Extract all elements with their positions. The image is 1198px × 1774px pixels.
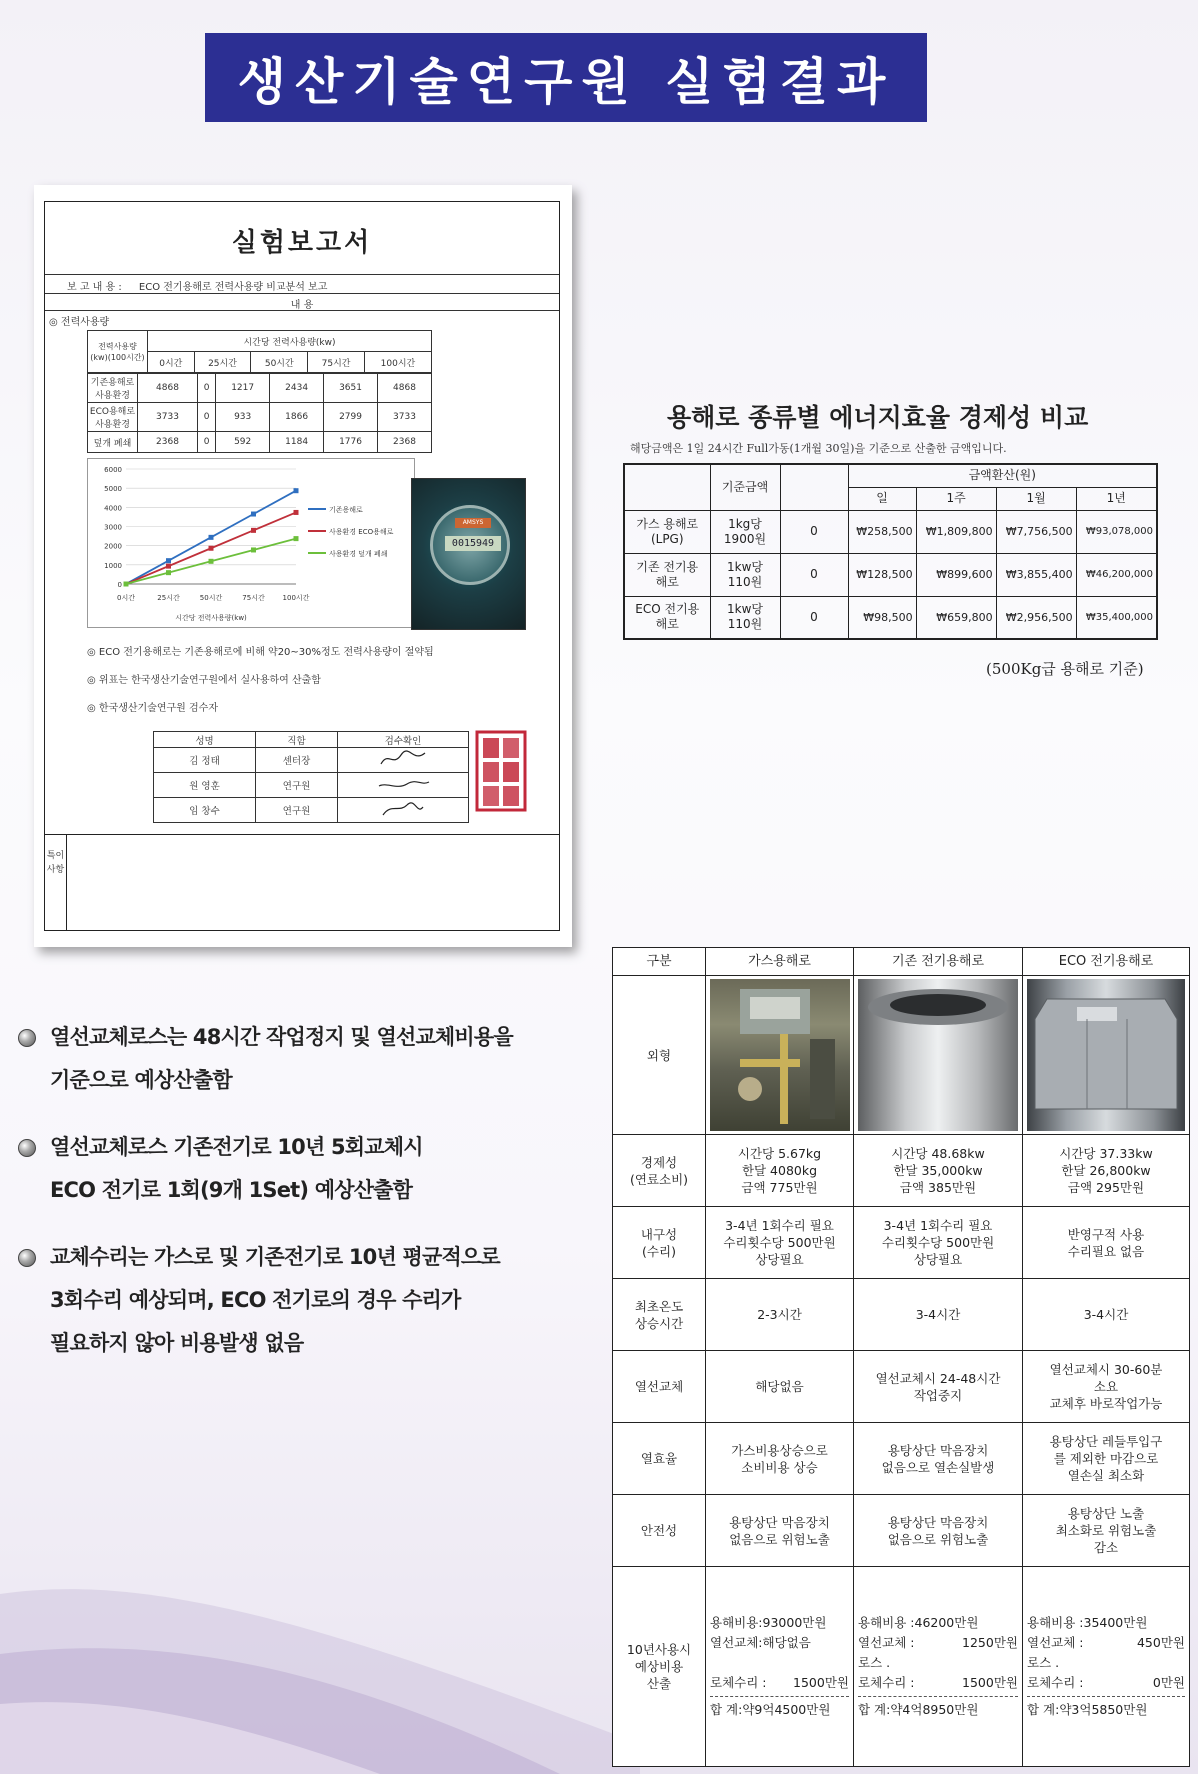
report-content-label: 내 용 xyxy=(290,300,314,311)
cell: 용탕상단 막음장치 없음으로 위험노출 xyxy=(854,1495,1023,1567)
conventional-furnace-photo xyxy=(854,976,1023,1135)
hour-header: 75시간 xyxy=(308,352,365,373)
meter-face xyxy=(430,505,510,585)
cell: 용탕상단 노출 최소화로 위험노출 감소 xyxy=(1023,1495,1190,1567)
legend-label: 사용환경 ECO용해로 xyxy=(329,528,394,536)
cell: 1866 xyxy=(270,403,324,432)
row-base: 1kw당 110원 xyxy=(710,553,780,596)
compare-note: 해당금액은 1일 24시간 Full가동(1개월 30일)을 기준으로 산출한 금액입니다. xyxy=(630,442,1007,455)
x-tick-label: 0시간 xyxy=(117,594,135,602)
cost-loss xyxy=(710,1653,849,1673)
background-wave xyxy=(0,1444,640,1774)
cell: ₩7,756,500 xyxy=(996,510,1076,553)
report-subject-row xyxy=(67,278,559,293)
bullet-icon xyxy=(18,1249,36,1267)
row-label: 외형 xyxy=(613,976,706,1135)
report-subject-label: 보 고 내 용 : xyxy=(67,282,122,293)
cell: 2-3시간 xyxy=(706,1279,854,1351)
data-point xyxy=(166,564,171,569)
power-chart xyxy=(87,458,415,628)
row-base: 1kg당 1900원 xyxy=(710,510,780,553)
data-point xyxy=(124,582,129,587)
compare-basis: (500Kg급 용해로 기준) xyxy=(986,660,1144,678)
cell: 933 xyxy=(216,403,270,432)
cost-wire: 열선교체 : xyxy=(858,1635,915,1650)
table-row xyxy=(613,1423,1190,1495)
report-section: ◎ 전력사용량 xyxy=(49,317,110,328)
cell: 열선교체시 24-48시간 작업중지 xyxy=(854,1351,1023,1423)
x-tick-label: 100시간 xyxy=(282,594,310,602)
feature-header: 가스용해로 xyxy=(706,948,854,976)
cell: 1217 xyxy=(216,374,270,403)
power-chart-svg xyxy=(88,459,414,627)
row-label: 덮개 폐쇄 xyxy=(88,432,138,453)
cell: 3651 xyxy=(324,374,378,403)
row-total: 4868 xyxy=(138,374,198,403)
row-label: 내구성 (수리) xyxy=(613,1207,706,1279)
cell: 해당없음 xyxy=(706,1351,854,1423)
period-header: 1년 xyxy=(1076,487,1157,510)
cell: ₩46,200,000 xyxy=(1076,553,1157,596)
legend-label: 기존용해로 xyxy=(329,506,363,514)
cell: 0 xyxy=(198,374,216,403)
cell: 592 xyxy=(216,432,270,453)
row-label: 열선교체 xyxy=(613,1351,706,1423)
cell: ₩899,600 xyxy=(916,553,996,596)
bullet-list xyxy=(14,1016,614,1389)
cell: ₩2,956,500 xyxy=(996,596,1076,639)
row-label: 안전성 xyxy=(613,1495,706,1567)
power-table-body xyxy=(87,373,432,453)
legend-label: 사용환경 덮개 폐쇄 xyxy=(329,550,388,558)
feature-table xyxy=(612,947,1190,1767)
row-label: 열효율 xyxy=(613,1423,706,1495)
cost-repair-label: 로체수리 : xyxy=(1027,1675,1084,1690)
signer-header: 검수확인 xyxy=(338,732,469,748)
y-tick-label: 6000 xyxy=(104,466,122,474)
cell: ₩98,500 xyxy=(848,596,916,639)
row-label: ECO 전기용해로 xyxy=(624,596,710,639)
table-row xyxy=(613,1567,1190,1767)
signer-table xyxy=(153,731,469,823)
table-row xyxy=(88,374,432,403)
power-table xyxy=(87,330,432,373)
compare-head-conv: 금액환산(원) xyxy=(848,464,1157,487)
signer-name: 김 정태 xyxy=(154,748,256,773)
data-point xyxy=(251,512,256,517)
compare-table xyxy=(623,463,1158,640)
x-axis-label: 시간당 전력사용량(kw) xyxy=(175,614,247,622)
cell: 0 xyxy=(780,510,848,553)
row-label: 기존 전기용해로 xyxy=(624,553,710,596)
data-point xyxy=(209,559,214,564)
meter-display: 0015949 xyxy=(445,536,501,551)
signer-title: 센터장 xyxy=(256,748,338,773)
row-label: ECO용해로 사용환경 xyxy=(88,403,138,432)
table-row xyxy=(613,1495,1190,1567)
bullet-line: 필요하지 않아 비용발생 없음 xyxy=(50,1331,304,1355)
row-label: 10년사용시 예상비용 산출 xyxy=(613,1567,706,1767)
table-row xyxy=(154,748,469,773)
power-table-head-a: 전력사용량 (kw)(100시간) xyxy=(88,331,148,373)
y-tick-label: 3000 xyxy=(104,523,122,532)
report-frame xyxy=(44,201,560,931)
table-row xyxy=(613,976,1190,1135)
data-point xyxy=(294,536,299,541)
hour-header: 100시간 xyxy=(364,352,431,373)
data-point xyxy=(166,570,171,575)
signer-title: 연구원 xyxy=(256,798,338,823)
cell: 0 xyxy=(780,596,848,639)
table-row xyxy=(624,510,1157,553)
cell: ₩258,500 xyxy=(848,510,916,553)
cost-loss: 로스 . xyxy=(858,1655,891,1670)
table-row xyxy=(154,798,469,823)
hour-header: 0시간 xyxy=(148,352,195,373)
row-base: 1kw당 110원 xyxy=(710,596,780,639)
meter-brand: AMSYS xyxy=(455,518,491,528)
bullet-line: 열선교체로스는 48시간 작업정지 및 열선교체비용을 xyxy=(50,1025,513,1049)
gas-furnace-photo xyxy=(706,976,854,1135)
data-point xyxy=(294,488,299,493)
cell: 0 xyxy=(198,403,216,432)
cell: 3-4년 1회수리 필요 수리횟수당 500만원 상당필요 xyxy=(706,1207,854,1279)
row-label: 가스 용해로 (LPG) xyxy=(624,510,710,553)
cost-repair-value: 1500만원 xyxy=(793,1675,849,1690)
y-tick-label: 1000 xyxy=(104,561,122,570)
cost-wire-value: 1250만원 xyxy=(962,1635,1018,1650)
cell: 2434 xyxy=(270,374,324,403)
feature-header: 구분 xyxy=(613,948,706,976)
bullet-line: 열선교체로스 기존전기로 10년 5회교체시 xyxy=(50,1135,423,1159)
cell: 2799 xyxy=(324,403,378,432)
x-tick-label: 75시간 xyxy=(242,594,265,602)
y-tick-label: 0 xyxy=(117,581,122,589)
bullet-item xyxy=(14,1016,614,1102)
hour-header: 50시간 xyxy=(251,352,308,373)
cost-usage: 용해비용 :35400만원 xyxy=(1027,1615,1148,1630)
table-row xyxy=(88,403,432,432)
data-point xyxy=(166,558,171,563)
power-meter-photo xyxy=(411,478,526,630)
signer-name: 원 영훈 xyxy=(154,773,256,798)
bullet-line: ECO 전기로 1회(9개 1Set) 예상산출함 xyxy=(50,1178,413,1202)
cell: 시간당 5.67kg 한달 4080kg 금액 775만원 xyxy=(706,1135,854,1207)
data-point xyxy=(251,528,256,533)
eco-furnace-photo xyxy=(1023,976,1190,1135)
power-table-head-b: 시간당 전력사용량(kw) xyxy=(148,331,432,352)
bullet-line: 기준으로 예상산출함 xyxy=(50,1068,232,1092)
table-row xyxy=(154,773,469,798)
report-note: ◎ 위표는 한국생산기술연구원에서 실사용하여 산출함 xyxy=(87,675,321,686)
signature xyxy=(338,748,469,773)
page-title: 생산기술연구원 실험결과 xyxy=(205,33,927,122)
cell: 3-4시간 xyxy=(854,1279,1023,1351)
report-note: ◎ ECO 전기용해로는 기존용해로에 비해 약20~30%정도 전력사용량이 절약됨 xyxy=(87,647,434,658)
compare-title: 용해로 종류별 에너지효율 경제성 비교 xyxy=(667,403,1089,432)
data-point xyxy=(294,510,299,515)
table-row xyxy=(613,1279,1190,1351)
table-row xyxy=(88,432,432,453)
cost-usage: 용해비용 :46200만원 xyxy=(858,1615,979,1630)
cost-usage: 용해비용:93000만원 xyxy=(710,1615,827,1630)
cell: ₩1,809,800 xyxy=(916,510,996,553)
bullet-icon xyxy=(18,1139,36,1157)
data-point xyxy=(251,547,256,552)
cost-loss: 로스 . xyxy=(1027,1655,1060,1670)
table-row xyxy=(613,1351,1190,1423)
cell: 시간당 48.68kw 한달 35,000kw 금액 385만원 xyxy=(854,1135,1023,1207)
signer-header: 직함 xyxy=(256,732,338,748)
feature-header: 기존 전기용해로 xyxy=(854,948,1023,976)
cell: 1776 xyxy=(324,432,378,453)
period-header: 일 xyxy=(848,487,916,510)
feature-header: ECO 전기용해로 xyxy=(1023,948,1190,976)
bullet-item xyxy=(14,1236,614,1365)
official-seal xyxy=(475,730,527,812)
remarks-label: 특이사항 xyxy=(45,835,67,930)
cell: 4868 xyxy=(378,374,432,403)
cell: 시간당 37.33kw 한달 26,800kw 금액 295만원 xyxy=(1023,1135,1190,1207)
cost-repair-value: 0만원 xyxy=(1152,1675,1185,1690)
cell: ₩3,855,400 xyxy=(996,553,1076,596)
table-row xyxy=(613,1135,1190,1207)
cell: ₩93,078,000 xyxy=(1076,510,1157,553)
cost-total: 합 계:약4억8950만원 xyxy=(858,1702,979,1717)
cell: 3-4시간 xyxy=(1023,1279,1190,1351)
report-title: 실험보고서 xyxy=(231,228,373,258)
cell: 가스비용상승으로 소비비용 상승 xyxy=(706,1423,854,1495)
hour-header: 25시간 xyxy=(194,352,251,373)
y-tick-label: 2000 xyxy=(104,542,122,551)
cost-cell xyxy=(1023,1567,1190,1767)
signer-name: 임 창수 xyxy=(154,798,256,823)
cell: 용탕상단 막음장치 없음으로 열손실발생 xyxy=(854,1423,1023,1495)
cell: ₩128,500 xyxy=(848,553,916,596)
cell: 용탕상단 레들투입구 를 제외한 마감으로 열손실 최소화 xyxy=(1023,1423,1190,1495)
bullet-line: 교체수리는 가스로 및 기존전기로 10년 평균적으로 xyxy=(50,1245,500,1269)
cell: 3733 xyxy=(378,403,432,432)
signer-title: 연구원 xyxy=(256,773,338,798)
cell: 반영구적 사용 수리필요 없음 xyxy=(1023,1207,1190,1279)
cost-total: 합 계:약3억5850만원 xyxy=(1027,1702,1148,1717)
cost-total: 합 계:약9억4500만원 xyxy=(710,1702,831,1717)
signature xyxy=(338,773,469,798)
cell: 3-4년 1회수리 필요 수리횟수당 500만원 상당필요 xyxy=(854,1207,1023,1279)
bullet-line: 3회수리 예상되며, ECO 전기로의 경우 수리가 xyxy=(50,1288,461,1312)
cell: 용탕상단 막음장치 없음으로 위험노출 xyxy=(706,1495,854,1567)
cost-cell xyxy=(706,1567,854,1767)
report-note: ◎ 한국생산기술연구원 검수자 xyxy=(87,703,219,714)
row-label: 경제성 (연료소비) xyxy=(613,1135,706,1207)
cost-repair-label: 로체수리 : xyxy=(710,1675,767,1690)
cost-repair-label: 로체수리 : xyxy=(858,1675,915,1690)
experiment-report xyxy=(34,185,572,947)
cost-wire: 열선교체 : xyxy=(1027,1635,1084,1650)
cost-cell xyxy=(854,1567,1023,1767)
period-header: 1주 xyxy=(916,487,996,510)
report-subject: ECO 전기용해로 전력사용량 비교분석 보고 xyxy=(138,282,328,293)
cell: 0 xyxy=(780,553,848,596)
compare-head-base: 기준금액 xyxy=(710,464,780,510)
cell: ₩659,800 xyxy=(916,596,996,639)
row-total: 2368 xyxy=(138,432,198,453)
cost-wire: 열선교체:해당없음 xyxy=(710,1635,811,1650)
cell: 1184 xyxy=(270,432,324,453)
data-point xyxy=(209,535,214,540)
cost-repair-value: 1500만원 xyxy=(962,1675,1018,1690)
cell: 0 xyxy=(198,432,216,453)
row-total: 3733 xyxy=(138,403,198,432)
bullet-item xyxy=(14,1126,614,1212)
remarks-box xyxy=(45,834,559,930)
cell: 열선교체시 30-60분 소요 교체후 바로작업가능 xyxy=(1023,1351,1190,1423)
row-label: 최초온도 상승시간 xyxy=(613,1279,706,1351)
cell: 2368 xyxy=(378,432,432,453)
x-tick-label: 25시간 xyxy=(157,594,180,602)
bullet-icon xyxy=(18,1029,36,1047)
x-tick-label: 50시간 xyxy=(199,594,223,602)
row-label: 기존용해로 사용환경 xyxy=(88,374,138,403)
table-row xyxy=(613,1207,1190,1279)
table-row xyxy=(624,553,1157,596)
cost-wire-value: 450만원 xyxy=(1136,1635,1185,1650)
data-point xyxy=(209,546,214,551)
y-tick-label: 5000 xyxy=(104,485,122,494)
period-header: 1월 xyxy=(996,487,1076,510)
y-tick-label: 4000 xyxy=(104,504,122,513)
signer-header: 성명 xyxy=(154,732,256,748)
signature xyxy=(338,798,469,823)
table-row xyxy=(624,596,1157,639)
cell: ₩35,400,000 xyxy=(1076,596,1157,639)
